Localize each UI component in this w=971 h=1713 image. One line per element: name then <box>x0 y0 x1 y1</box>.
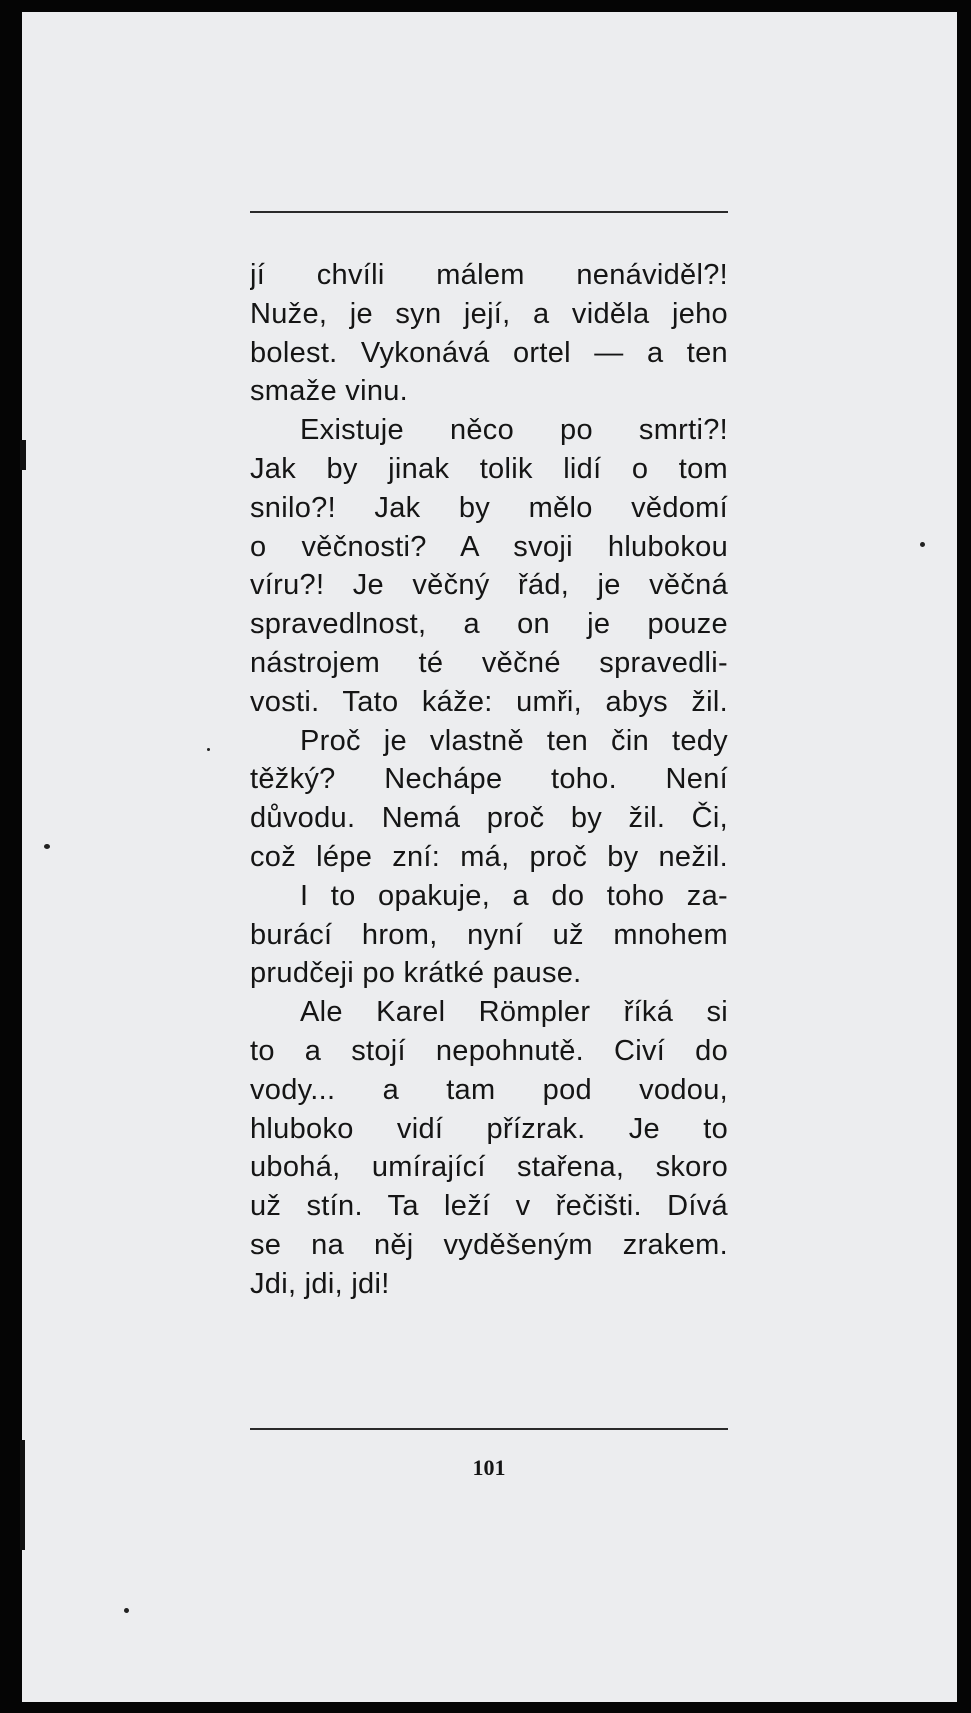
text-line: se na něj vyděšeným zrakem. <box>250 1228 728 1261</box>
book-page <box>22 12 957 1702</box>
text-line: víru?! Je věčný řád, je věčná <box>250 569 728 602</box>
speck <box>920 542 925 547</box>
text-line: to a stojí nepohnutě. Civí do <box>250 1034 728 1067</box>
text-line: Ale Karel Römpler říká si <box>300 996 728 1029</box>
text-line: I to opakuje, a do toho za- <box>300 879 728 912</box>
bottom-rule <box>250 1428 728 1430</box>
page-number: 101 <box>472 1455 506 1480</box>
text-line: vody... a tam pod vodou, <box>250 1073 728 1106</box>
binding-mark <box>20 440 26 470</box>
top-rule <box>250 211 728 213</box>
text-line: Nuže, je syn její, a viděla jeho <box>250 297 728 330</box>
text-line: jí chvíli málem nenáviděl?! <box>250 259 728 291</box>
text-line: Jdi, jdi, jdi! <box>250 1267 390 1300</box>
text-line: smaže vinu. <box>250 375 409 408</box>
speck <box>124 1608 129 1613</box>
text-line: bolest. Vykonává ortel — a ten <box>250 336 728 369</box>
text-line: vosti. Tato káže: umři, abys žil. <box>250 685 728 718</box>
text-line: ubohá, umírající stařena, skoro <box>250 1151 728 1184</box>
text-line: prudčeji po krátké pause. <box>250 957 582 990</box>
text-line: těžký? Nechápe toho. Není <box>250 763 728 796</box>
text-line: důvodu. Nemá proč by žil. Či, <box>250 802 728 835</box>
text-line: už stín. Ta leží v řečišti. Dívá <box>250 1190 728 1223</box>
text-line: Existuje něco po smrti?! <box>300 414 728 447</box>
body-text <box>250 256 728 1304</box>
speck <box>44 844 50 849</box>
text-line: nástrojem té věčné spravedli- <box>250 646 728 679</box>
text-line: spravedlnost, a on je pouze <box>250 608 728 641</box>
text-line: hluboko vidí přízrak. Je to <box>250 1112 728 1145</box>
text-line: snilo?! Jak by mělo vědomí <box>250 491 728 524</box>
text-line: což lépe zní: má, proč by nežil. <box>250 840 728 873</box>
text-line: Jak by jinak tolik lidí o tom <box>250 452 728 485</box>
speck <box>207 748 210 751</box>
text-line: burácí hrom, nyní už mnohem <box>250 918 728 951</box>
text-line: o věčnosti? A svoji hlubokou <box>250 530 728 563</box>
binding-mark <box>20 1440 25 1550</box>
text-line: Proč je vlastně ten čin tedy <box>300 724 728 757</box>
